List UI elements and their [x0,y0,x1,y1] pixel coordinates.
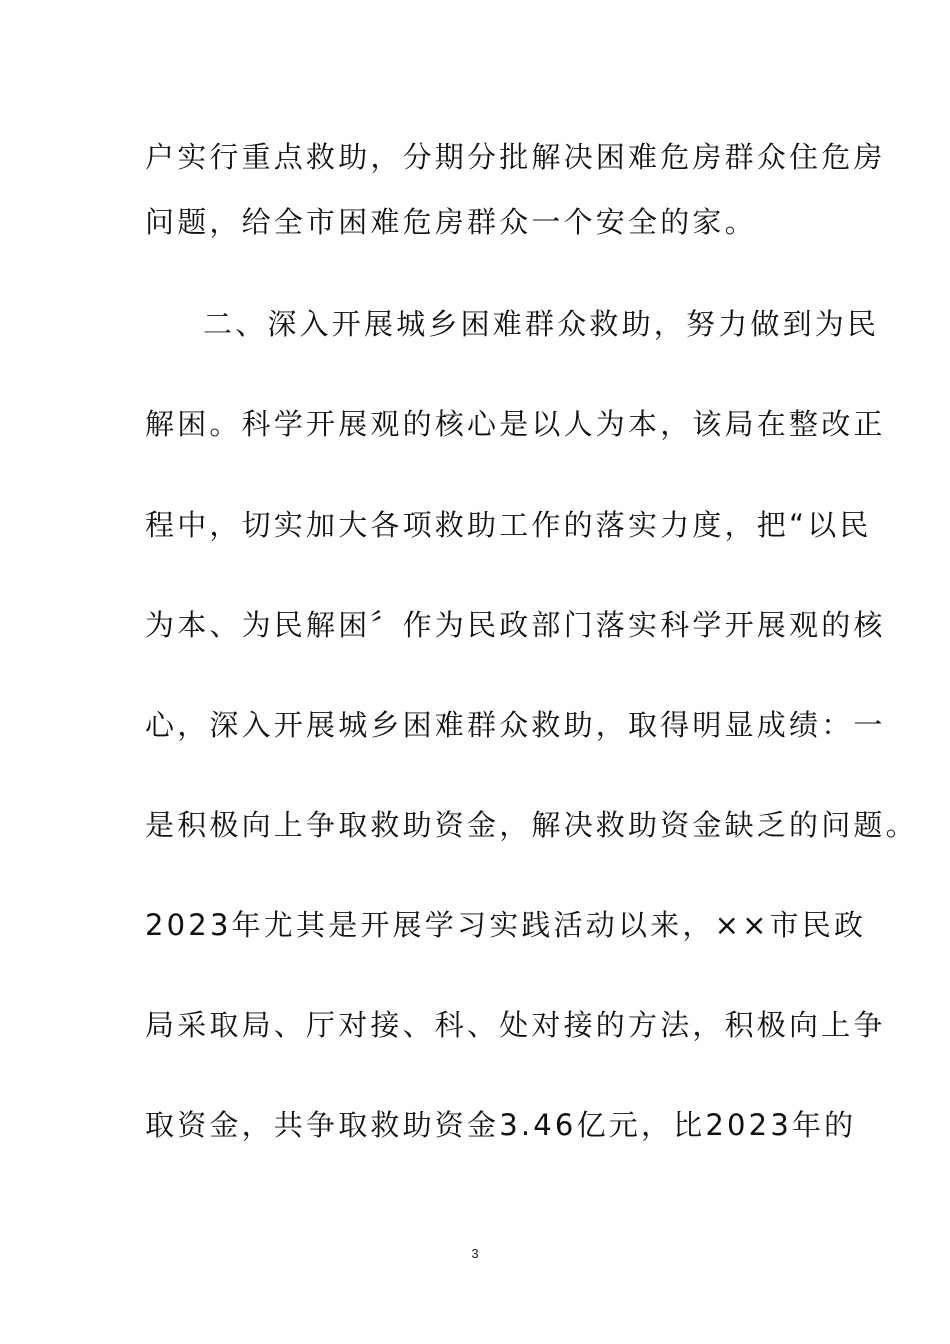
text-line-8: 是积极向上争取救助资金，解决救助资金缺乏的问题。 [145,808,918,842]
section-heading-line: 二、深入开展城乡困难群众救助，努力做到为民 [203,307,880,341]
page-number: 3 [471,1246,479,1261]
text-line-9: 2023年尤其是开展学习实践活动以来，××市民政 [145,908,867,942]
text-line-11: 取资金，共争取救助资金3.46亿元，比2023年的 [145,1108,857,1142]
text-line-6: 为本、为民解困〞作为民政部门落实科学开展观的核 [145,608,886,642]
text-line-7: 心，深入开展城乡困难群众救助，取得明显成绩：一 [145,708,886,742]
text-line-2: 问题，给全市困难危房群众一个安全的家。 [145,205,757,239]
text-line-10: 局采取局、厅对接、科、处对接的方法，积极向上争 [145,1008,886,1042]
text-line-1: 户实行重点救助，分期分批解决困难危房群众住危房 [145,140,886,174]
text-line-5: 程中，切实加大各项救助工作的落实力度，把“以民 [145,508,872,542]
text-line-4: 解困。科学开展观的核心是以人为本，该局在整改正 [145,407,886,441]
